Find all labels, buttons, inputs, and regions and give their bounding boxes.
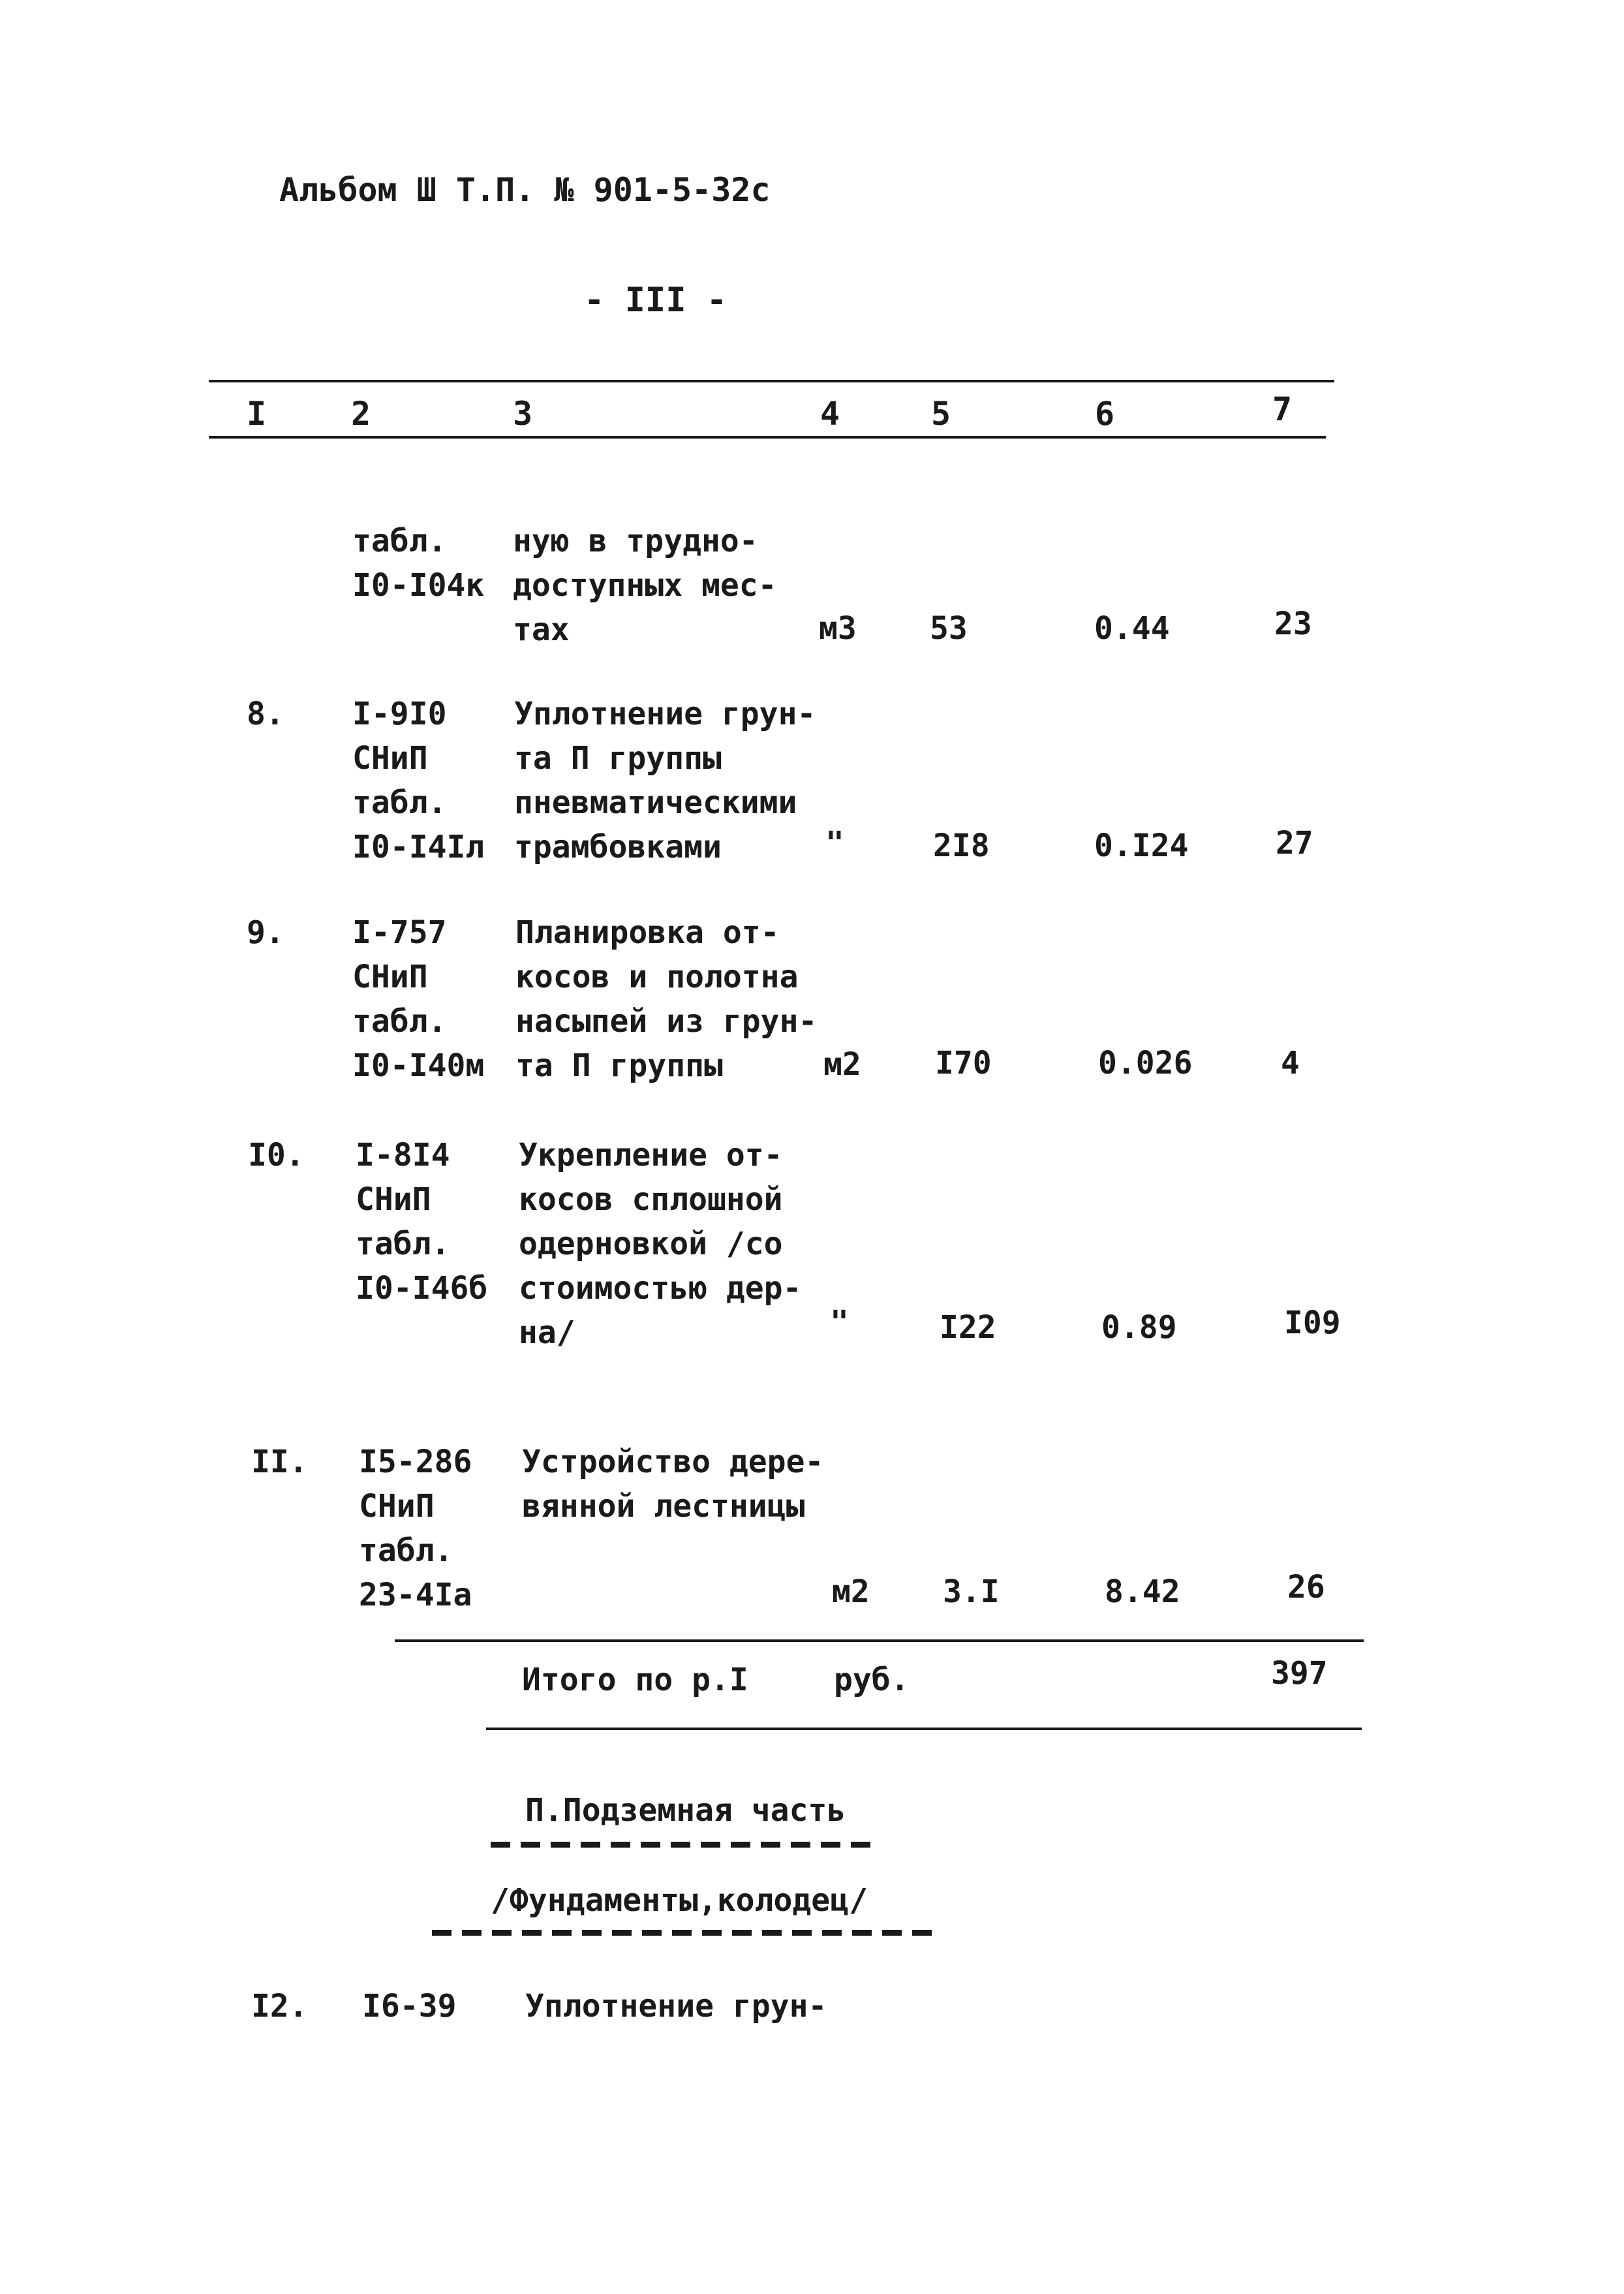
column-number-4: 4 <box>820 395 840 433</box>
row-number: 9. <box>247 914 284 951</box>
row-number: II. <box>251 1444 308 1480</box>
row-price: 0.I24 <box>1094 828 1189 864</box>
row-quantity: 2I8 <box>933 828 990 864</box>
row-unit: " <box>830 1304 849 1341</box>
subtotal-bottom-rule <box>486 1728 1362 1730</box>
subtotal-top-rule <box>395 1639 1364 1642</box>
row-price: 0.026 <box>1098 1045 1193 1081</box>
row-quantity: 3.I <box>943 1573 1000 1610</box>
row-unit: м3 <box>819 610 857 647</box>
column-number-1: I <box>247 395 267 433</box>
header-bottom-rule <box>209 436 1326 439</box>
row-code: табл. I0-I04к <box>352 523 485 604</box>
column-number-6: 6 <box>1095 395 1115 433</box>
header-top-rule <box>209 380 1334 382</box>
row-name: Уплотнение грун- та П группы пневматическими трамбовками <box>514 696 816 865</box>
column-number-2: 2 <box>351 395 371 433</box>
row-number: 8. <box>247 696 284 732</box>
page-number: - III - <box>584 281 728 320</box>
subtotal-total: 397 <box>1271 1655 1328 1692</box>
column-number-7: 7 <box>1272 390 1293 428</box>
row-code: I5-286 СНиП табл. 23-4Iа <box>359 1444 472 1613</box>
row-total: 4 <box>1281 1045 1300 1081</box>
row-unit: " <box>825 825 844 861</box>
subtotal-label: Итого по р.I <box>522 1662 748 1698</box>
row-unit: м2 <box>832 1573 870 1610</box>
row-name: Уплотнение грун- <box>525 1988 827 2024</box>
row-quantity: 53 <box>930 610 968 647</box>
row-price: 8.42 <box>1105 1573 1180 1610</box>
row-price: 0.89 <box>1101 1309 1177 1346</box>
section-title: П.Подземная часть <box>525 1792 846 1829</box>
row-number: I0. <box>248 1137 305 1173</box>
column-number-3: 3 <box>513 395 533 433</box>
row-quantity: I70 <box>935 1045 992 1081</box>
row-quantity: I22 <box>940 1309 996 1346</box>
row-name: ную в трудно- доступных мес- тах <box>513 523 777 648</box>
row-total: 23 <box>1274 606 1312 642</box>
row-price: 0.44 <box>1094 610 1170 647</box>
section-subtitle-underline <box>432 1930 934 1936</box>
row-code: I-757 СНиП табл. I0-I40м <box>352 914 485 1084</box>
row-name: Устройство дере- вянной лестницы <box>522 1444 824 1525</box>
section-title-underline <box>491 1842 876 1848</box>
row-total: I09 <box>1284 1305 1341 1341</box>
subtotal-unit: руб. <box>834 1662 910 1698</box>
album-reference: Альбом Ш Т.П. № 901-5-32с <box>279 171 771 209</box>
row-code: I6-39 <box>362 1988 457 2024</box>
row-code: I-8I4 СНиП табл. I0-I46б <box>356 1137 488 1307</box>
row-unit: м2 <box>823 1046 861 1083</box>
row-total: 27 <box>1276 825 1313 861</box>
section-subtitle: /Фундаменты,колодец/ <box>491 1882 868 1919</box>
column-number-5: 5 <box>931 395 951 433</box>
row-total: 26 <box>1287 1569 1325 1605</box>
row-name: Укрепление от- косов сплошной одерновкой /со стоимостью дер- на/ <box>519 1137 802 1351</box>
row-number: I2. <box>251 1988 308 2024</box>
row-code: I-9I0 СНиП табл. I0-I4Iл <box>352 696 485 865</box>
row-name: Планировка от- косов и полотна насыпей из грун- та П группы <box>515 914 818 1084</box>
